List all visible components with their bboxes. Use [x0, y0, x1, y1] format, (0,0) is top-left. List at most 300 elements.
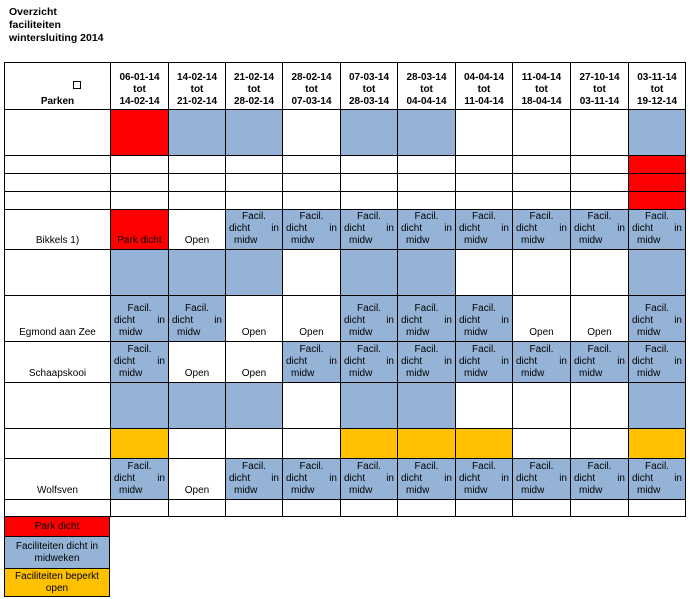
- status-cell: [628, 173, 686, 192]
- facil-text: Facil.: [185, 303, 209, 314]
- facil-text: Facil.: [242, 211, 266, 222]
- facil-text: midw: [291, 235, 315, 246]
- facil-line-3: [632, 368, 682, 380]
- status-cell: [168, 173, 226, 192]
- facil-text: midw: [119, 327, 143, 338]
- header-period-2: [168, 62, 226, 110]
- status-cell: [628, 191, 686, 210]
- status-cell: [570, 428, 629, 459]
- facil-text: Facil.: [645, 303, 669, 314]
- park-name-cell: [4, 109, 111, 156]
- facil-text: in: [386, 473, 394, 484]
- facil-line-2: [401, 315, 452, 327]
- status-cell: [455, 109, 513, 156]
- facil-text: in: [501, 473, 509, 484]
- status-cell: [168, 249, 226, 296]
- facil-text: dicht: [401, 473, 423, 484]
- facil-text: dicht: [632, 223, 654, 234]
- facil-line-2: [459, 473, 509, 485]
- period-tot: tot: [305, 84, 318, 95]
- status-cell: [110, 341, 169, 383]
- facil-text: midw: [349, 235, 373, 246]
- facil-text: in: [157, 356, 165, 367]
- facil-text: Facil.: [357, 211, 381, 222]
- status-cell: [397, 173, 456, 192]
- facil-text: dicht: [344, 315, 366, 326]
- status-cell: [110, 458, 169, 500]
- facil-line-3: [286, 235, 337, 247]
- facil-line-2: [459, 315, 509, 327]
- status-cell: [455, 428, 513, 459]
- facil-text: in: [444, 315, 452, 326]
- header-period-1: [110, 62, 169, 110]
- facil-text: in: [271, 473, 279, 484]
- facil-line-1: [632, 303, 682, 315]
- open-text: Open: [184, 368, 210, 379]
- status-cell: [628, 109, 686, 156]
- facil-line-3: [574, 368, 625, 380]
- facil-line-1: [286, 461, 337, 473]
- status-cell: [628, 209, 686, 250]
- status-cell: [282, 249, 341, 296]
- facil-line-2: [344, 356, 394, 368]
- facil-text: dicht: [459, 356, 481, 367]
- facil-text: Facil.: [414, 211, 439, 222]
- status-cell: [225, 249, 283, 296]
- period-to: 11-04-14: [464, 96, 504, 107]
- facil-line-3: [459, 235, 509, 247]
- facil-text: dicht: [286, 356, 308, 367]
- status-cell: [340, 295, 398, 342]
- facil-text: dicht: [344, 473, 366, 484]
- status-cell: [225, 341, 283, 383]
- facil-text: Facil.: [299, 344, 324, 355]
- status-cell: [282, 295, 341, 342]
- status-cell: [512, 109, 571, 156]
- status-cell: [512, 341, 571, 383]
- facil-text: dicht: [632, 473, 654, 484]
- facil-line-1: [516, 211, 567, 223]
- facil-line-2: [229, 473, 279, 485]
- facil-line-3: [632, 235, 682, 247]
- facil-line-3: [401, 327, 452, 339]
- status-cell: [282, 458, 341, 500]
- facil-text: midw: [637, 368, 661, 379]
- park-name: Bikkels 1): [35, 235, 80, 246]
- status-cell: [168, 382, 226, 429]
- period-tot: tot: [535, 84, 548, 95]
- status-cell: [340, 382, 398, 429]
- status-cell: [110, 295, 169, 342]
- facil-line-1: [286, 211, 337, 223]
- status-cell: [455, 155, 513, 174]
- facil-text: dicht: [632, 356, 654, 367]
- status-cell: [225, 173, 283, 192]
- facil-text: midw: [406, 235, 430, 246]
- facil-text: midw: [406, 327, 430, 338]
- open-text: Open: [241, 327, 267, 338]
- facil-line-3: [114, 368, 165, 380]
- open-text: Open: [241, 368, 267, 379]
- facil-line-2: [401, 223, 452, 235]
- facil-line-3: [459, 485, 509, 497]
- facil-line-3: [344, 327, 394, 339]
- park-name-cell: [4, 382, 111, 429]
- facil-line-2: [344, 315, 394, 327]
- facil-text: dicht: [344, 356, 366, 367]
- facil-line-3: [516, 485, 567, 497]
- facil-line-2: [516, 223, 567, 235]
- facil-text: Facil.: [357, 303, 381, 314]
- status-cell: [282, 499, 341, 517]
- facil-text: dicht: [401, 315, 423, 326]
- status-cell: [397, 428, 456, 459]
- facil-text: in: [444, 473, 452, 484]
- status-cell: [570, 173, 629, 192]
- park-name-cell: [4, 428, 111, 459]
- status-cell: [168, 458, 226, 500]
- facil-text: dicht: [114, 356, 136, 367]
- facil-text: Facil.: [587, 461, 612, 472]
- facil-text: Facil.: [645, 211, 669, 222]
- facil-line-3: [229, 235, 279, 247]
- facil-line-2: [344, 473, 394, 485]
- status-cell: [628, 249, 686, 296]
- status-cell: [225, 458, 283, 500]
- facil-text: Facil.: [414, 344, 439, 355]
- facil-text: midw: [177, 327, 201, 338]
- park-name-cell: [4, 341, 111, 383]
- facil-line-1: [459, 461, 509, 473]
- facil-text: in: [444, 223, 452, 234]
- facil-line-1: [574, 211, 625, 223]
- status-cell: [570, 458, 629, 500]
- facil-text: Facil.: [127, 303, 152, 314]
- facil-text: dicht: [401, 223, 423, 234]
- park-name-cell: [4, 191, 111, 210]
- facil-text: midw: [406, 485, 430, 496]
- park-name: Egmond aan Zee: [19, 327, 96, 338]
- status-cell: [397, 109, 456, 156]
- facil-line-1: [229, 461, 279, 473]
- status-cell: [110, 499, 169, 517]
- facil-text: dicht: [459, 223, 481, 234]
- park-name-cell: [4, 458, 111, 500]
- status-cell: [225, 499, 283, 517]
- facil-text: midw: [521, 368, 545, 379]
- facil-text: in: [501, 223, 509, 234]
- park-dicht-text: Park dicht: [117, 235, 162, 246]
- status-cell: [512, 428, 571, 459]
- facil-text: in: [214, 315, 222, 326]
- status-cell: [225, 428, 283, 459]
- facil-text: midw: [119, 485, 143, 496]
- status-cell: [570, 382, 629, 429]
- facil-line-1: [344, 344, 394, 356]
- facil-text: dicht: [114, 473, 136, 484]
- facil-text: midw: [464, 368, 488, 379]
- facil-line-2: [114, 356, 165, 368]
- period-tot: tot: [477, 84, 491, 95]
- facil-line-2: [632, 473, 682, 485]
- facil-line-2: [516, 473, 567, 485]
- facil-line-1: [344, 211, 394, 223]
- status-cell: [340, 458, 398, 500]
- facil-text: dicht: [286, 473, 308, 484]
- status-cell: [570, 341, 629, 383]
- facil-text: in: [271, 223, 279, 234]
- status-cell: [282, 173, 341, 192]
- status-cell: [512, 209, 571, 250]
- status-cell: [340, 499, 398, 517]
- facil-text: midw: [464, 327, 488, 338]
- period-to: 03-11-14: [579, 96, 620, 107]
- period-from: 28-03-14: [406, 72, 447, 83]
- facil-text: Facil.: [645, 344, 669, 355]
- facil-line-3: [574, 485, 625, 497]
- facil-text: in: [157, 473, 165, 484]
- period-tot: tot: [190, 84, 204, 95]
- facil-line-2: [632, 315, 682, 327]
- facil-line-1: [344, 303, 394, 315]
- status-cell: [397, 155, 456, 174]
- status-cell: [168, 341, 226, 383]
- facil-text: dicht: [229, 473, 251, 484]
- status-cell: [628, 295, 686, 342]
- facil-line-1: [286, 344, 337, 356]
- facil-text: midw: [349, 368, 373, 379]
- facil-text: dicht: [632, 315, 654, 326]
- facil-line-3: [229, 485, 279, 497]
- status-cell: [512, 155, 571, 174]
- period-to: 18-04-14: [521, 96, 562, 107]
- facil-text: midw: [349, 327, 373, 338]
- status-cell: [282, 209, 341, 250]
- facil-line-1: [114, 344, 165, 356]
- status-cell: [340, 428, 398, 459]
- facil-text: dicht: [459, 473, 481, 484]
- facil-line-3: [516, 235, 567, 247]
- facil-line-3: [401, 485, 452, 497]
- status-cell: [168, 209, 226, 250]
- park-name: Wolfsven: [37, 485, 78, 496]
- status-cell: [397, 341, 456, 383]
- status-cell: [570, 295, 629, 342]
- facil-line-2: [459, 223, 509, 235]
- status-cell: [225, 191, 283, 210]
- facil-line-1: [344, 461, 394, 473]
- facil-line-2: [114, 315, 165, 327]
- status-cell: [168, 155, 226, 174]
- facil-text: dicht: [286, 223, 308, 234]
- facil-text: midw: [291, 368, 315, 379]
- header-period-6: [397, 62, 456, 110]
- legend-label: Park dicht: [34, 520, 80, 532]
- facil-text: dicht: [114, 315, 136, 326]
- status-cell: [512, 191, 571, 210]
- facil-text: Facil.: [299, 211, 324, 222]
- facil-text: midw: [349, 485, 373, 496]
- status-cell: [340, 155, 398, 174]
- status-cell: [455, 191, 513, 210]
- facil-text: in: [444, 356, 452, 367]
- period-to: 21-02-14: [176, 96, 218, 107]
- header-period-7: [455, 62, 513, 110]
- status-cell: [282, 341, 341, 383]
- facil-text: in: [329, 473, 337, 484]
- header-period-5: [340, 62, 398, 110]
- status-cell: [168, 109, 226, 156]
- status-cell: [225, 155, 283, 174]
- facil-line-2: [632, 356, 682, 368]
- facil-text: in: [501, 356, 509, 367]
- facil-line-1: [401, 303, 452, 315]
- facil-line-2: [114, 473, 165, 485]
- facil-text: in: [674, 315, 682, 326]
- period-tot: tot: [362, 84, 376, 95]
- period-tot: tot: [247, 84, 261, 95]
- facil-text: in: [386, 315, 394, 326]
- facil-text: midw: [464, 485, 488, 496]
- facil-line-2: [344, 223, 394, 235]
- facil-line-1: [632, 461, 682, 473]
- status-cell: [570, 499, 629, 517]
- status-cell: [455, 382, 513, 429]
- facil-line-1: [632, 344, 682, 356]
- facil-line-2: [286, 223, 337, 235]
- legend-item-3: [4, 568, 110, 597]
- period-from: 11-04-14: [521, 72, 562, 83]
- status-cell: [168, 499, 226, 517]
- facil-line-1: [401, 211, 452, 223]
- period-from: 06-01-14: [119, 72, 160, 83]
- facil-text: midw: [637, 327, 661, 338]
- facil-text: midw: [234, 485, 258, 496]
- period-tot: tot: [420, 84, 433, 95]
- status-cell: [512, 458, 571, 500]
- facil-line-2: [574, 473, 625, 485]
- header-parks-label: Parken: [40, 96, 75, 107]
- facil-line-3: [344, 368, 394, 380]
- facil-line-3: [172, 327, 222, 339]
- status-cell: [570, 109, 629, 156]
- status-cell: [455, 249, 513, 296]
- facil-text: in: [329, 223, 337, 234]
- facil-text: Facil.: [529, 211, 554, 222]
- facil-text: in: [157, 315, 165, 326]
- period-tot: tot: [650, 84, 664, 95]
- status-cell: [340, 249, 398, 296]
- facil-text: dicht: [516, 223, 538, 234]
- facil-text: in: [617, 473, 625, 484]
- period-from: 03-11-14: [637, 72, 677, 83]
- period-to: 04-04-14: [406, 96, 447, 107]
- facil-line-2: [401, 473, 452, 485]
- status-cell: [340, 209, 398, 250]
- facil-text: in: [617, 356, 625, 367]
- status-cell: [512, 173, 571, 192]
- facil-text: midw: [291, 485, 315, 496]
- status-cell: [397, 295, 456, 342]
- facil-line-2: [229, 223, 279, 235]
- facil-text: dicht: [344, 223, 366, 234]
- title-line: Overzicht: [9, 6, 57, 18]
- facil-line-2: [401, 356, 452, 368]
- period-tot: tot: [593, 84, 606, 95]
- facil-text: in: [674, 223, 682, 234]
- facil-line-3: [574, 235, 625, 247]
- facil-text: dicht: [516, 473, 538, 484]
- facil-text: in: [559, 223, 567, 234]
- status-cell: [628, 499, 686, 517]
- status-cell: [282, 155, 341, 174]
- header-parks-cell: [4, 62, 111, 110]
- facil-line-3: [632, 327, 682, 339]
- facil-text: Facil.: [587, 211, 612, 222]
- status-cell: [512, 499, 571, 517]
- facil-line-1: [516, 461, 567, 473]
- header-period-9: [570, 62, 629, 110]
- facil-line-1: [114, 461, 165, 473]
- facil-text: Facil.: [472, 303, 496, 314]
- period-to: 07-03-14: [291, 96, 332, 107]
- status-cell: [340, 191, 398, 210]
- header-period-4: [282, 62, 341, 110]
- period-from: 28-02-14: [291, 72, 332, 83]
- status-cell: [512, 249, 571, 296]
- period-to: 28-03-14: [348, 96, 390, 107]
- facil-text: Facil.: [127, 344, 152, 355]
- facil-line-2: [286, 356, 337, 368]
- facil-text: Facil.: [529, 344, 554, 355]
- status-cell: [455, 295, 513, 342]
- facil-line-1: [574, 344, 625, 356]
- facil-line-3: [401, 235, 452, 247]
- park-name-cell: [4, 209, 111, 250]
- facil-text: in: [559, 356, 567, 367]
- status-cell: [628, 341, 686, 383]
- status-cell: [282, 428, 341, 459]
- facil-text: Facil.: [414, 461, 439, 472]
- facil-line-2: [172, 315, 222, 327]
- status-cell: [168, 295, 226, 342]
- status-cell: [110, 173, 169, 192]
- facil-text: in: [674, 356, 682, 367]
- status-cell: [397, 191, 456, 210]
- status-cell: [455, 341, 513, 383]
- status-cell: [168, 428, 226, 459]
- facil-text: in: [559, 473, 567, 484]
- facil-text: dicht: [172, 315, 194, 326]
- park-name-cell: [4, 249, 111, 296]
- status-cell: [168, 191, 226, 210]
- status-cell: [628, 382, 686, 429]
- status-cell: [512, 295, 571, 342]
- open-text: Open: [299, 327, 324, 338]
- header-period-3: [225, 62, 283, 110]
- facil-text: dicht: [574, 473, 596, 484]
- facil-line-3: [632, 485, 682, 497]
- facil-text: midw: [579, 485, 603, 496]
- facil-line-2: [516, 356, 567, 368]
- facil-line-3: [459, 368, 509, 380]
- period-from: 21-02-14: [233, 72, 275, 83]
- status-cell: [397, 458, 456, 500]
- status-cell: [282, 382, 341, 429]
- open-text: Open: [184, 485, 210, 496]
- facil-line-1: [459, 344, 509, 356]
- facil-text: midw: [521, 235, 545, 246]
